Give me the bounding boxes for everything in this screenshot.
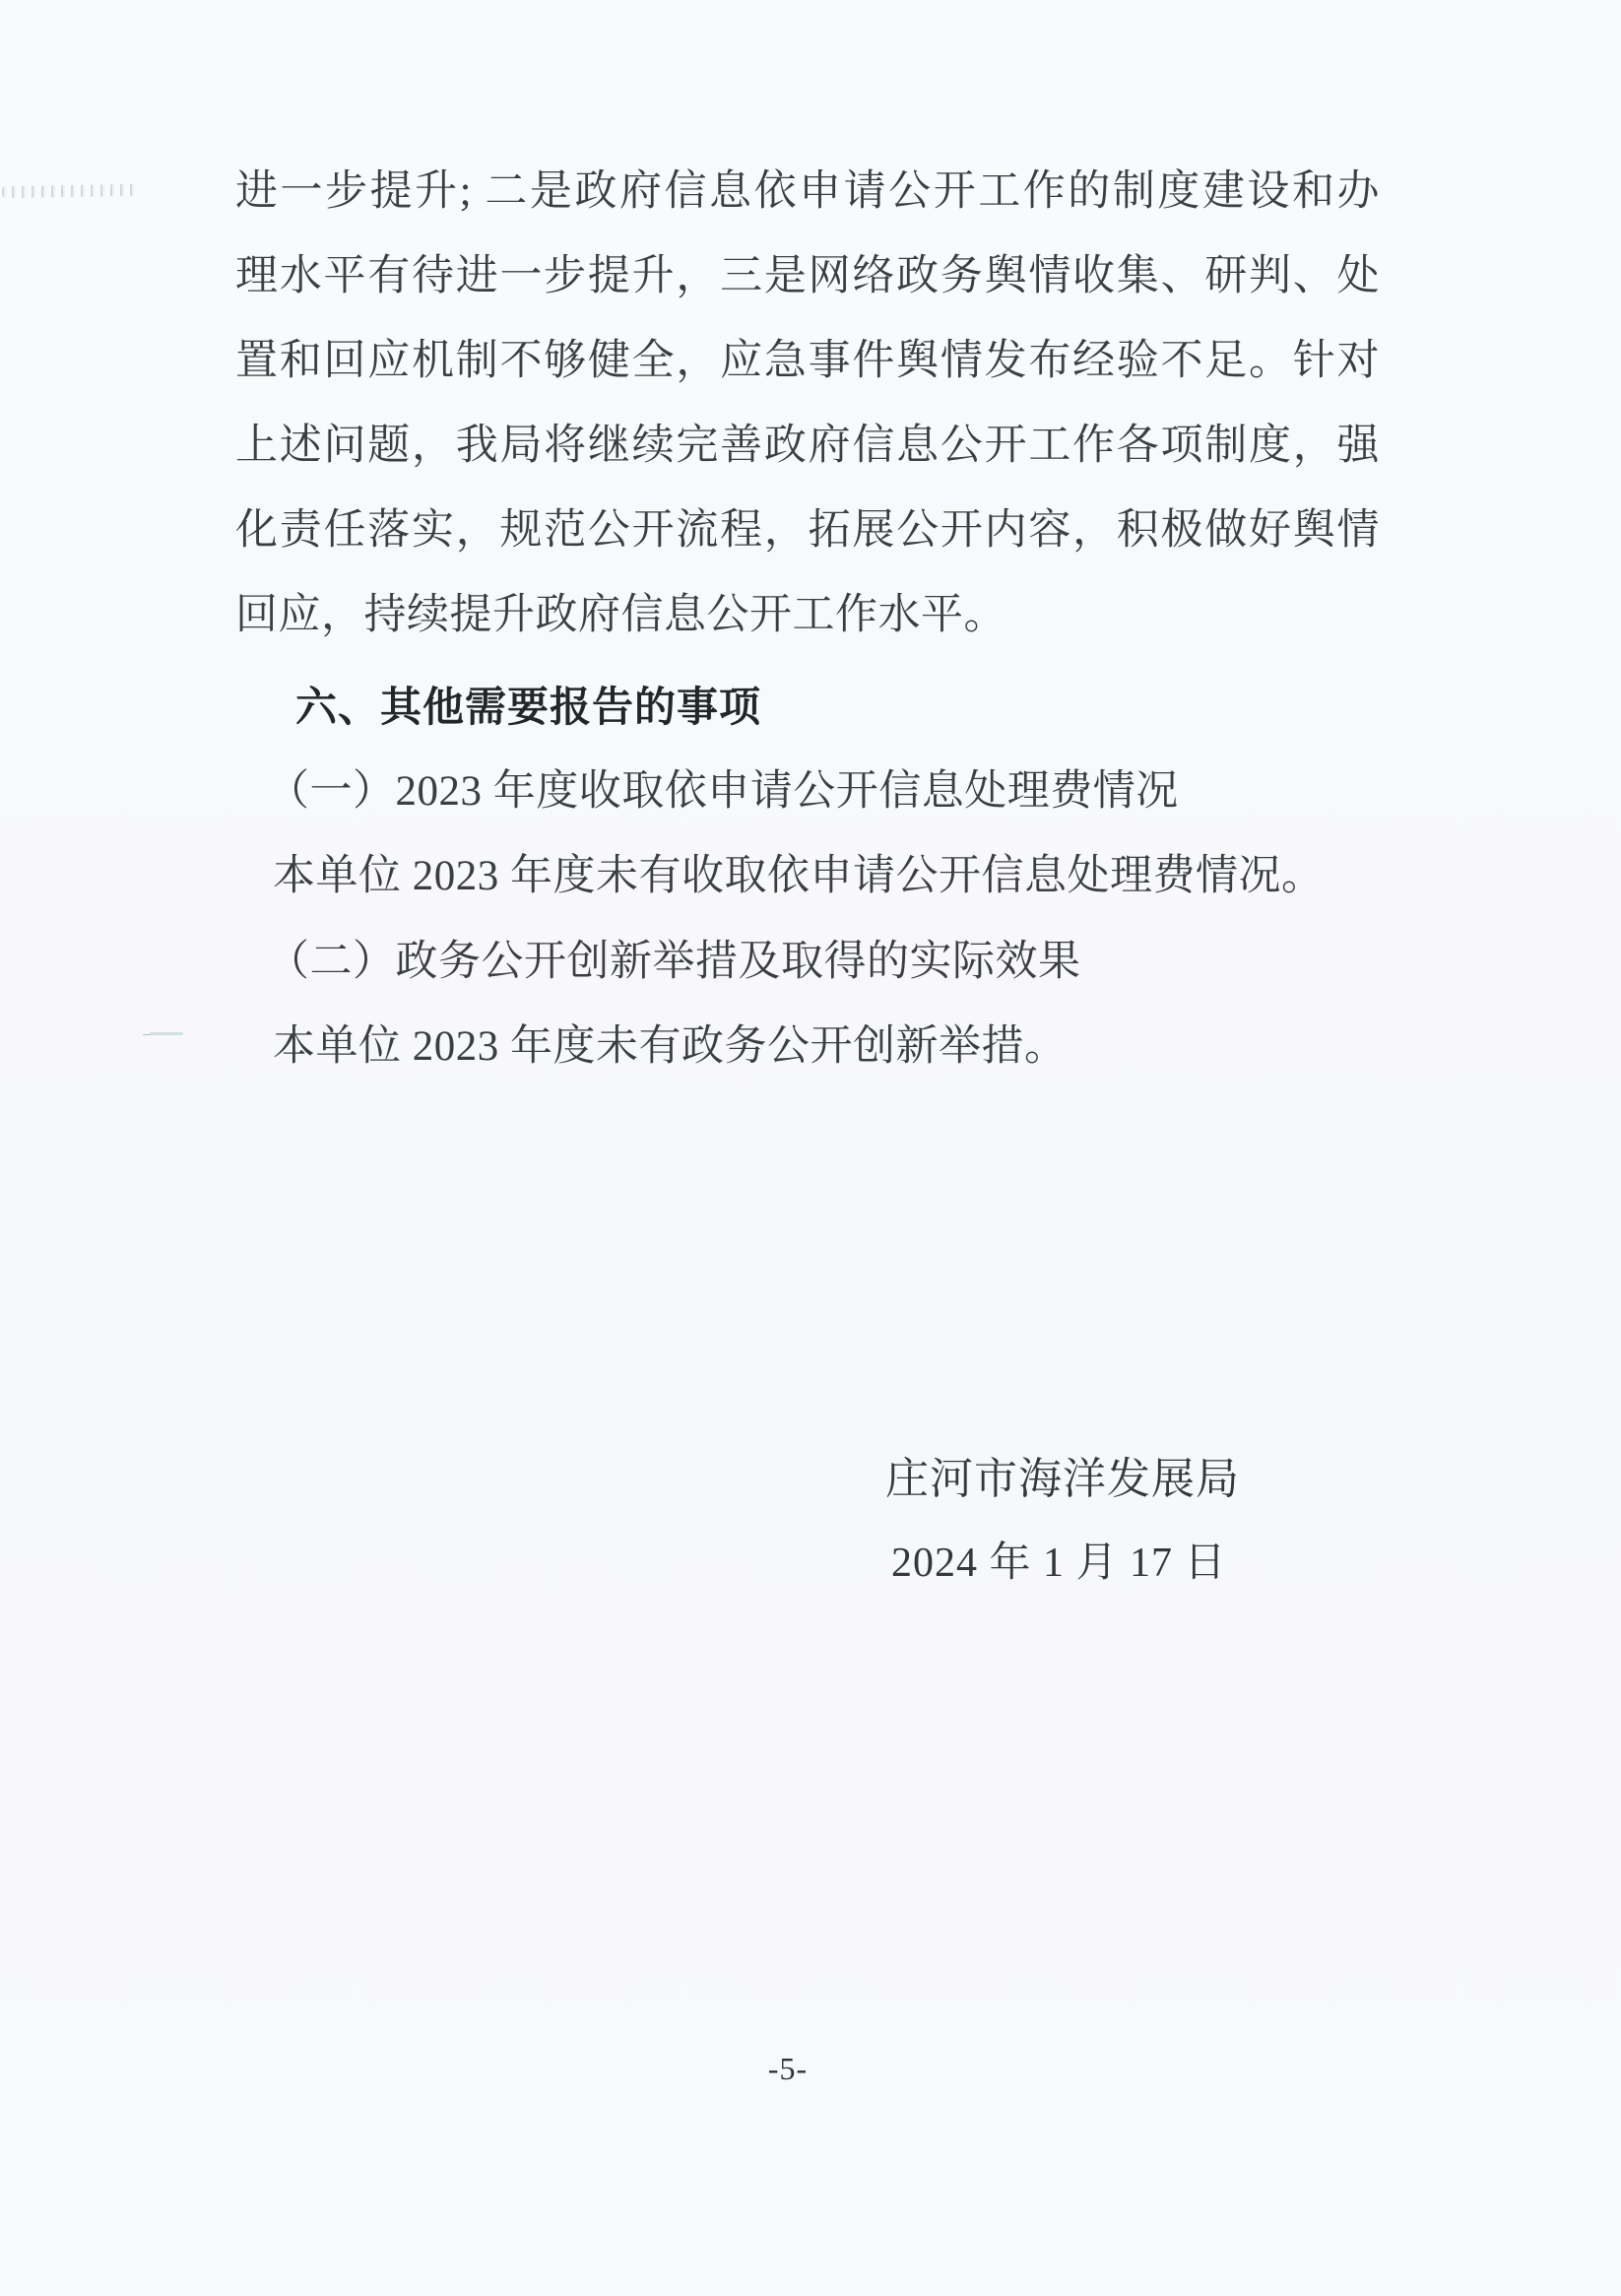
section-item-two-title: （二）政务公开创新举措及取得的实际效果 <box>267 939 1081 985</box>
page-number: -5- <box>767 2051 809 2086</box>
section-item-one-title: （一）2023 年度收取依申请公开信息处理费情况 <box>267 768 1179 815</box>
paragraph-line: 上述问题，我局将继续完善政府信息公开工作各项制度，强 <box>235 423 1380 469</box>
paragraph-line: 理水平有待进一步提升，三是网络政务舆情收集、研判、处 <box>235 253 1380 299</box>
paragraph-line: 置和回应机制不够健全，应急事件舆情发布经验不足。针对 <box>235 338 1380 384</box>
scan-artifact-left-margin <box>150 1032 183 1035</box>
section-item-two-body: 本单位 2023 年度未有政务公开创新举措。 <box>273 1023 1068 1070</box>
paragraph-continuation <box>235 150 1380 658</box>
paragraph-line: 化责任落实，规范公开流程，拓展公开内容，积极做好舆情 <box>235 507 1380 554</box>
scan-artifact-top-left <box>2 184 136 198</box>
section-six-heading: 六、其他需要报告的事项 <box>295 684 762 730</box>
paragraph-line: 回应，持续提升政府信息公开工作水平。 <box>235 592 1006 638</box>
section-item-one-body: 本单位 2023 年度未有收取依申请公开信息处理费情况。 <box>273 853 1325 899</box>
signature-date: 2024 年 1 月 17 日 <box>891 1541 1227 1586</box>
paragraph-line: 进一步提升; 二是政府信息依申请公开工作的制度建设和办 <box>235 168 1380 215</box>
signature-organization: 庄河市海洋发展局 <box>885 1455 1240 1503</box>
